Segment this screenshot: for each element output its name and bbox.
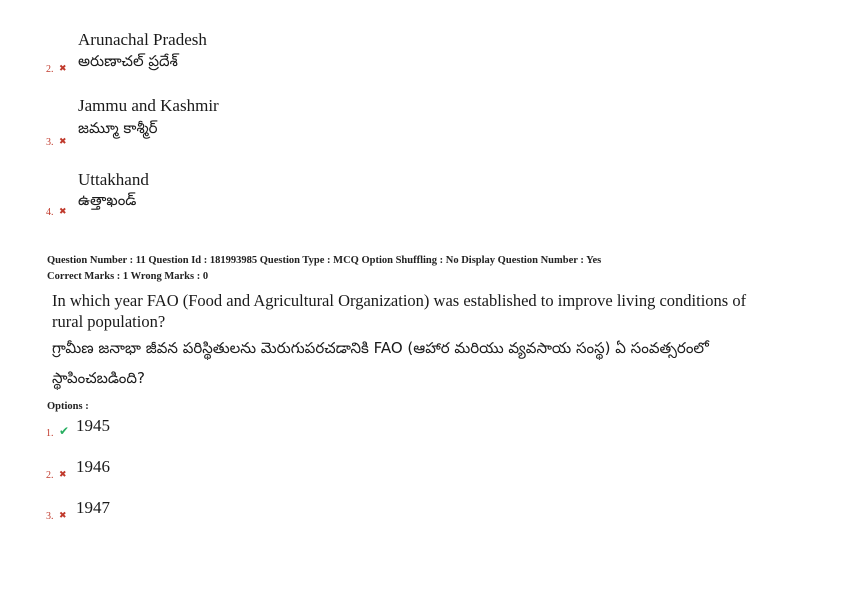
option-number: 4. <box>46 207 54 218</box>
option-number: 1. <box>46 428 54 439</box>
cross-icon: ✖ <box>59 64 67 74</box>
question-text-te: గ్రామీణ జనాభా జీవన పరిస్థితులను మెరుగుపరచడానికి FAO (ఆహార మరియు వ్యవసాయ సంస్థ) ఏ సంవత్సరంలో స్థాపించబడింది? <box>52 339 709 387</box>
cross-icon: ✖ <box>59 207 67 217</box>
check-icon: ✔ <box>59 424 70 438</box>
option-number: 3. <box>46 137 54 148</box>
option-text: 1947 <box>76 498 110 517</box>
option-number: 2. <box>46 470 54 481</box>
option-text-en: Arunachal Pradesh <box>78 30 207 49</box>
cross-icon: ✖ <box>59 470 67 480</box>
option-number: 3. <box>46 511 54 522</box>
option-text-en: Jammu and Kashmir <box>78 96 219 115</box>
question-meta-line2: Correct Marks : 1 Wrong Marks : 0 <box>47 271 209 282</box>
option-text-te: ఉత్తాఖండ్ <box>78 191 137 209</box>
option-text: 1945 <box>76 416 110 435</box>
question-meta-line1: Question Number : 11 Question Id : 181993985 Question Type : MCQ Option Shuffling : No Display Question Number : Yes <box>47 255 602 266</box>
option-text-en: Uttakhand <box>78 170 149 189</box>
option-text-te: జమ్మూ కాశ్మీర్ <box>78 119 158 137</box>
option-text: 1946 <box>76 457 110 476</box>
cross-icon: ✖ <box>59 137 67 147</box>
cross-icon: ✖ <box>59 511 67 521</box>
option-text-te: అరుణాచల్ ప్రదేశ్ <box>78 52 178 70</box>
options-label: Options : <box>47 401 89 412</box>
option-number: 2. <box>46 64 54 75</box>
question-text-en: In which year FAO (Food and Agricultural Organization) was established to improve living conditions of rural population? <box>52 291 747 331</box>
